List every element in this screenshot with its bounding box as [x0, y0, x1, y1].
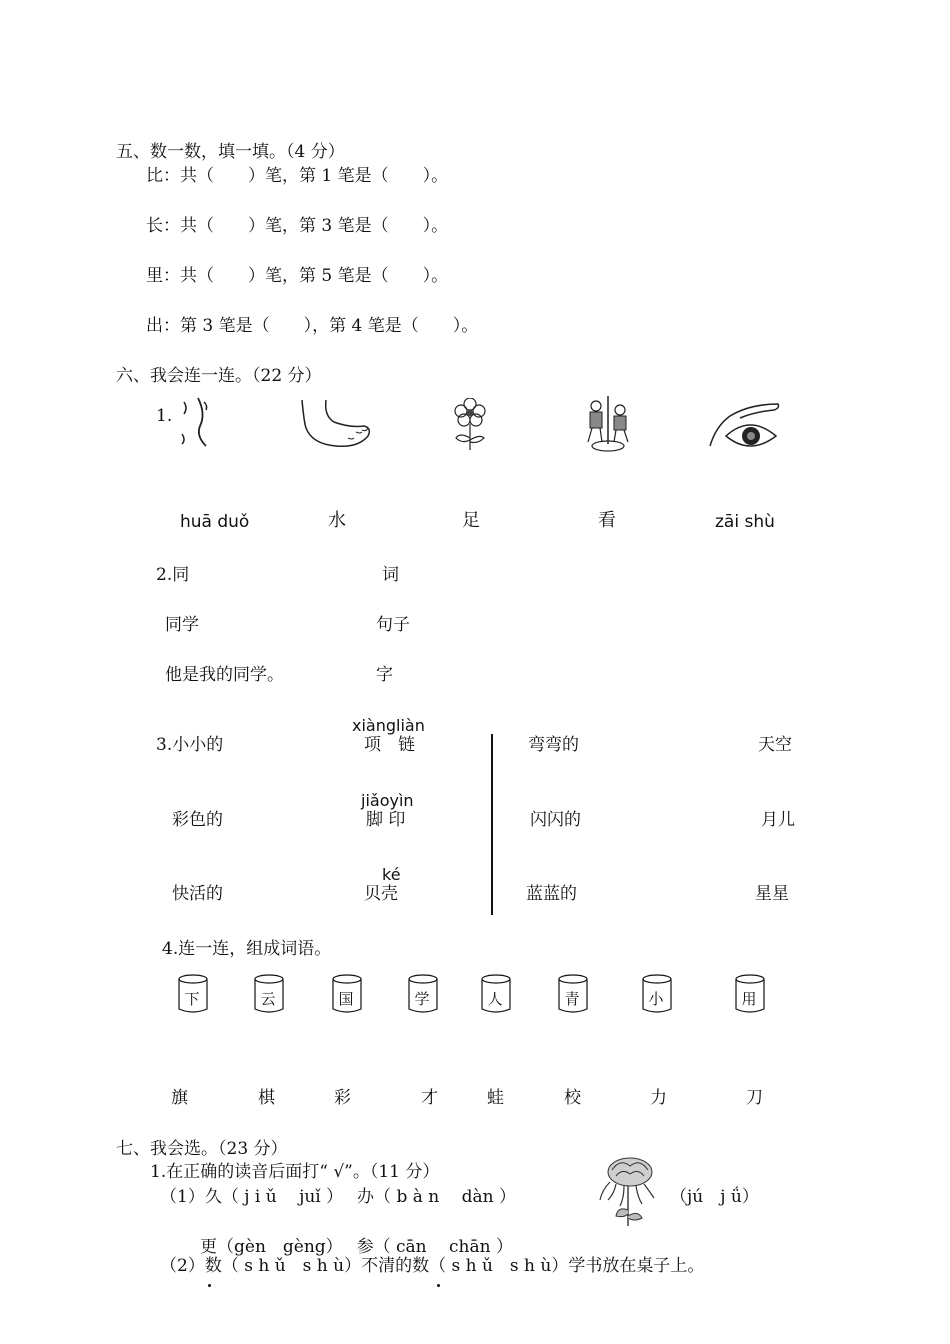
- s7-line3: （2）数（ s h ǔ s h ù）不清的数（ s h ǔ s h ù）学书放在桌子上。: [160, 1256, 705, 1276]
- emphasis-dot-1: [208, 1284, 211, 1287]
- chrysanthemum-icon: [596, 1154, 662, 1228]
- q1-number: 1.: [156, 406, 173, 426]
- s7-line1-answer: （jú j ǘ）: [670, 1187, 759, 1207]
- word-kan: 看: [598, 510, 616, 531]
- cylinder-char: 国: [338, 990, 354, 1008]
- char-cylinder: [641, 974, 671, 1012]
- char-cylinder: [407, 974, 437, 1012]
- q3-left-3: 快活的: [172, 884, 223, 904]
- char-cylinder: [734, 974, 764, 1012]
- q4-bottom-4: 才: [421, 1088, 438, 1108]
- cylinder-char: 云: [260, 990, 276, 1008]
- q3-mid-3: 贝壳: [364, 884, 398, 904]
- q3-mid-1: 项 链: [364, 735, 415, 755]
- q4-bottom-6: 校: [564, 1088, 581, 1108]
- cylinder-char: 学: [414, 990, 430, 1008]
- s7-q1-title: 1.在正确的读音后面打“ √”。（11 分）: [150, 1162, 440, 1182]
- cylinder-char: 用: [741, 990, 757, 1008]
- stroke-question-2: 长：共（ ）笔，第 3 笔是（ ）。: [146, 216, 449, 236]
- word-zai-shu: zāi shù: [715, 512, 775, 532]
- s7-line1: （1）久（ j i ǔ juǐ ） 办（ b à n dàn ）: [160, 1187, 517, 1207]
- q4-bottom-2: 棋: [258, 1088, 275, 1108]
- q2-left-1: 2.同: [156, 565, 190, 585]
- q3-divider: [491, 734, 493, 915]
- char-cylinder: [480, 974, 510, 1012]
- q2-right-3: 字: [376, 665, 393, 685]
- word-hua-duo: huā duǒ: [180, 512, 250, 532]
- q3-right-a-1: 弯弯的: [528, 735, 579, 755]
- planting-tree-icon: [582, 394, 634, 454]
- char-cylinder: [253, 974, 283, 1012]
- q3-right-a-3: 蓝蓝的: [526, 884, 577, 904]
- q4-title: 4.连一连，组成词语。: [162, 939, 332, 959]
- q4-bottom-1: 旗: [171, 1088, 188, 1108]
- s7-line2: 更（gèn gèng） 参（ cān chān ）: [200, 1237, 513, 1257]
- q3-left-2: 彩色的: [172, 810, 223, 830]
- section6-heading: 六、我会连一连。（22 分）: [116, 366, 322, 386]
- q2-left-3: 他是我的同学。: [165, 665, 284, 685]
- q4-bottom-7: 力: [650, 1088, 667, 1108]
- word-shui: 水: [328, 510, 346, 531]
- char-cylinder: [177, 974, 207, 1012]
- q4-bottom-8: 刀: [746, 1088, 763, 1108]
- q3-right-b-1: 天空: [758, 735, 792, 755]
- eye-icon: [706, 398, 782, 452]
- cylinder-char: 小: [648, 990, 664, 1008]
- stroke-question-4: 出：第 3 笔是（ ），第 4 笔是（ ）。: [146, 316, 479, 336]
- cylinder-char: 人: [487, 990, 503, 1008]
- flower-icon: [448, 398, 492, 452]
- q3-left-1: 3.小小的: [156, 735, 224, 755]
- q4-bottom-3: 彩: [334, 1088, 351, 1108]
- q2-left-2: 同学: [165, 615, 199, 635]
- q3-pinyin-2: jiǎoyìn: [361, 791, 414, 810]
- section7-heading: 七、我会选。（23 分）: [116, 1139, 288, 1159]
- q2-right-1: 词: [382, 565, 399, 585]
- char-cylinder: [331, 974, 361, 1012]
- q3-pinyin-1: xiàngliàn: [352, 716, 425, 735]
- section5-heading: 五、数一数，填一填。（4 分）: [116, 142, 345, 162]
- stroke-question-3: 里：共（ ）笔，第 5 笔是（ ）。: [146, 266, 449, 286]
- q4-bottom-5: 蛙: [487, 1088, 504, 1108]
- char-cylinder: [557, 974, 587, 1012]
- cylinder-char: 下: [184, 990, 200, 1008]
- q3-right-b-2: 月儿: [761, 810, 795, 830]
- stroke-question-1: 比：共（ ）笔，第 1 笔是（ ）。: [146, 166, 449, 186]
- q3-right-a-2: 闪闪的: [530, 810, 581, 830]
- q3-right-b-3: 星星: [755, 884, 789, 904]
- cylinder-char: 青: [564, 990, 580, 1008]
- q2-right-2: 句子: [376, 615, 410, 635]
- q3-mid-2: 脚 印: [366, 810, 406, 830]
- q3-pinyin-3: ké: [382, 865, 401, 884]
- word-zu: 足: [462, 510, 480, 531]
- water-icon: [174, 396, 214, 450]
- foot-icon: [292, 398, 376, 452]
- emphasis-dot-2: [437, 1284, 440, 1287]
